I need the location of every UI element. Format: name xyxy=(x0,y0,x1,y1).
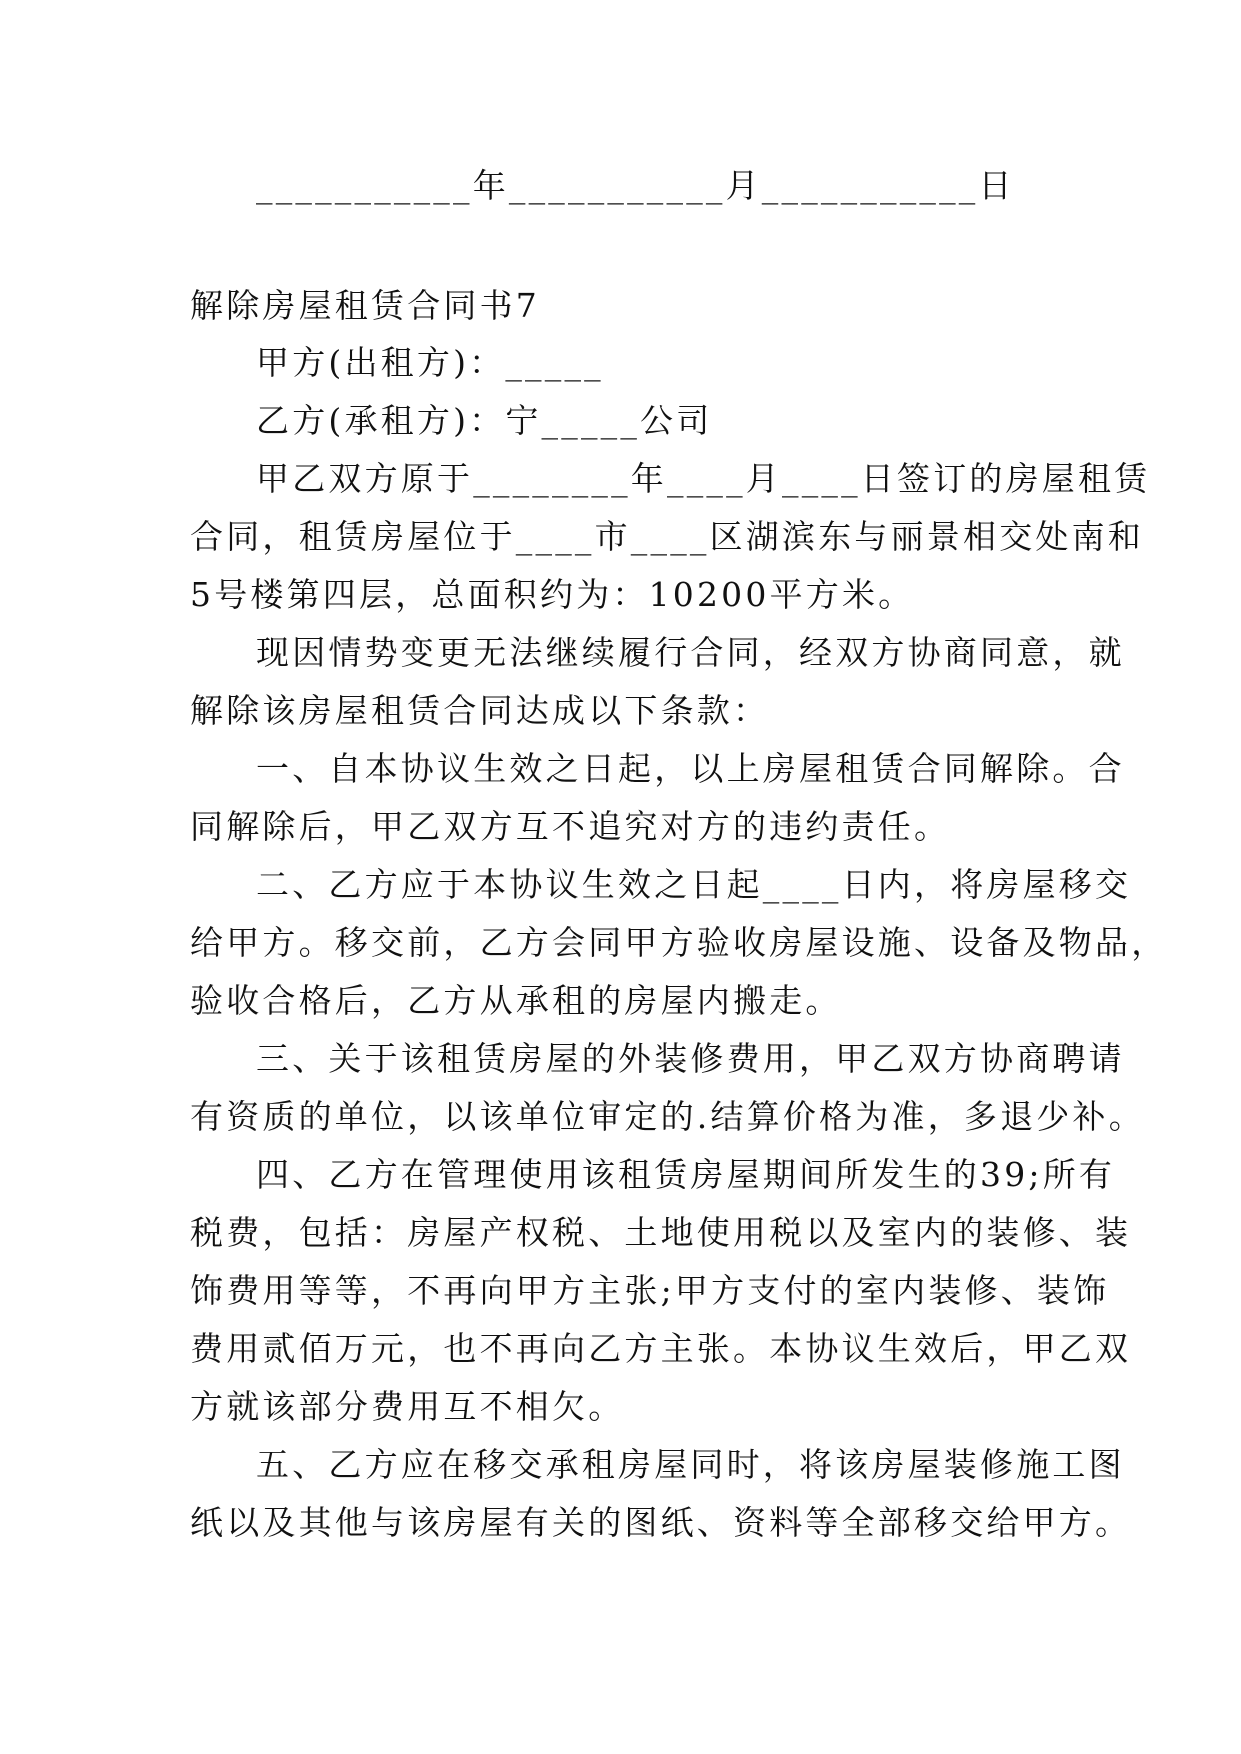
clause-4-line: 费用贰佰万元，也不再向乙方主张。本协议生效后，甲乙双 xyxy=(190,1329,1132,1368)
clause-5-line: 五、乙方应在移交承租房屋同时，将该房屋装修施工图 xyxy=(256,1445,1125,1484)
document-title: 解除房屋租赁合同书7 xyxy=(190,286,540,325)
clause-2-line: 二、乙方应于本协议生效之日起____日内，将房屋移交 xyxy=(256,865,1132,904)
clause-4-line: 税费，包括：房屋产权税、土地使用税以及室内的装修、装 xyxy=(190,1213,1132,1252)
paragraph-line: 合同，租赁房屋位于____市____区湖滨东与丽景相交处南和 xyxy=(190,517,1144,556)
clause-4-line: 饰费用等等，不再向甲方主张;甲方支付的室内装修、装饰 xyxy=(190,1271,1110,1310)
paragraph-line: 甲乙双方原于________年____月____日签订的房屋租赁 xyxy=(256,459,1151,498)
clause-1-line: 同解除后，甲乙双方互不追究对方的违约责任。 xyxy=(190,807,951,846)
clause-4-line: 四、乙方在管理使用该租赁房屋期间所发生的39;所有 xyxy=(256,1155,1116,1194)
clause-3-line: 三、关于该租赁房屋的外装修费用，甲乙双方协商聘请 xyxy=(256,1039,1125,1078)
party-a-line: 甲方(出租方)：_____ xyxy=(256,343,604,382)
clause-5-line: 纸以及其他与该房屋有关的图纸、资料等全部移交给甲方。 xyxy=(190,1503,1132,1542)
clause-4-line: 方就该部分费用互不相欠。 xyxy=(190,1387,625,1426)
paragraph-line: 5号楼第四层，总面积约为：10200平方米。 xyxy=(190,575,915,614)
date-line: ___________年___________月___________日 xyxy=(256,166,1015,205)
clause-2-line: 给甲方。移交前，乙方会同甲方验收房屋设施、设备及物品， xyxy=(190,923,1168,962)
clause-1-line: 一、自本协议生效之日起，以上房屋租赁合同解除。合 xyxy=(256,749,1125,788)
clause-3-line: 有资质的单位，以该单位审定的.结算价格为准，多退少补。 xyxy=(190,1097,1145,1136)
clause-2-line: 验收合格后，乙方从承租的房屋内搬走。 xyxy=(190,981,842,1020)
paragraph-line: 现因情势变更无法继续履行合同，经双方协商同意，就 xyxy=(256,633,1125,672)
party-b-line: 乙方(承租方)：宁_____公司 xyxy=(256,401,713,440)
paragraph-line: 解除该房屋租赁合同达成以下条款： xyxy=(190,691,770,730)
